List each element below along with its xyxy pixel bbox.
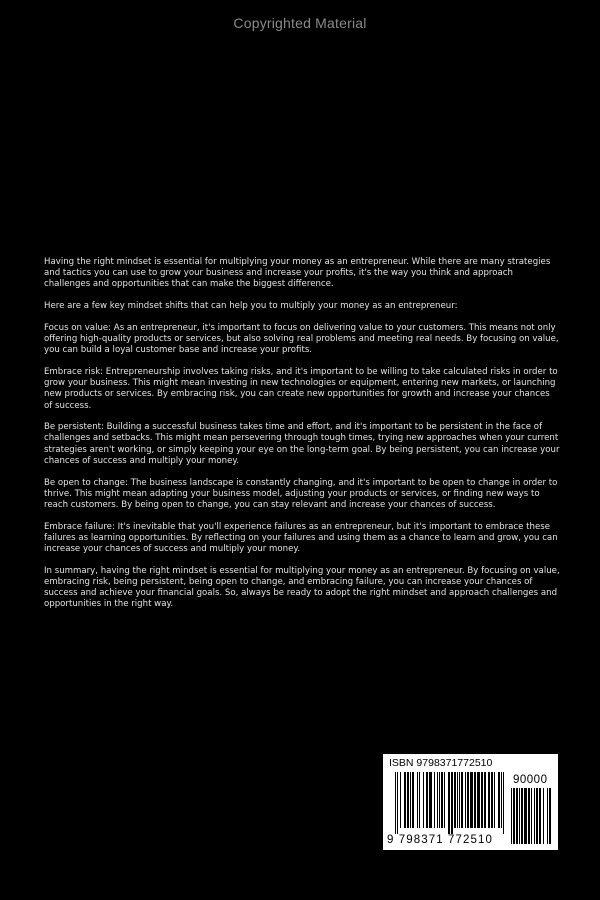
- barcode-bar: [451, 772, 453, 834]
- barcode-bar: [467, 772, 469, 828]
- barcode-bar: [400, 772, 401, 828]
- barcode-bar: [528, 788, 530, 844]
- barcode-bar: [434, 772, 435, 828]
- barcode-bar: [516, 788, 518, 844]
- barcode-bar: [484, 772, 486, 828]
- barcode-bar: [494, 772, 495, 828]
- barcode-bar: [503, 772, 504, 834]
- isbn-barcode-panel: [383, 754, 558, 850]
- barcode-bar: [549, 788, 551, 844]
- barcode-bar: [474, 772, 476, 828]
- barcode-bar: [547, 788, 548, 844]
- watermark-top: Copyrighted Material: [233, 15, 367, 31]
- barcode-bar: [426, 772, 428, 828]
- barcode-bar: [498, 772, 500, 828]
- paragraph-embrace-risk: Embrace risk: Entrepreneurship involves taking risks, and it's important to be willing to take calculated risks in order to grow your business. This might mean investing in new technologies or equipment, entering new markets, or launching new products or services. By embracing risk, you can create new opportunities for growth and increase your chances of success.: [44, 366, 558, 411]
- barcode-bar: [444, 772, 445, 828]
- barcode-bar: [457, 772, 458, 828]
- barcode-bar: [539, 788, 541, 844]
- paragraph-be-persistent: Be persistent: Building a successful business takes time and effort, and it's important to be persistent in the face of challenges and setbacks. This might mean persevering through tough times, trying new approaches when your current strategies aren't working, or simply keeping your eye on the long-term goal. By being persistent, you can increase your chances of success and multiply your money.: [44, 422, 560, 466]
- price-code-label: 90000: [513, 774, 548, 786]
- barcode-bar: [513, 788, 515, 844]
- paragraph-embrace-failure: Embrace failure: It's inevitable that you'll experience failures as an entrepreneur, but it's important to embrace these failures as learning opportunities. By reflecting on your failures and using them as a chance to learn and grow, you can increase your chances of success and multiply your money.: [44, 521, 558, 555]
- barcode-bar: [439, 772, 440, 828]
- barcode-bar: [417, 772, 418, 828]
- barcode-bar: [536, 788, 538, 844]
- price-addon-barcode: [511, 788, 554, 846]
- barcode-bar: [423, 772, 424, 828]
- paragraph-open-to-change: Be open to change: The business landscape is constantly changing, and it's important to be open to change in order to thrive. This might mean adapting your business model, adjusting your products or services, or finding new ways to reach customers. By being open to change, you can stay relevant and increase your chances of success.: [44, 477, 558, 510]
- barcode-bar: [448, 772, 450, 834]
- barcode-bar: [437, 772, 438, 828]
- barcode-bar: [454, 772, 456, 828]
- barcode-bar: [410, 772, 411, 828]
- barcode-bar: [429, 772, 432, 828]
- paragraph-intro: Having the right mindset is essential for multiplying your money as an entrepreneur. While there are many strategies and tactics you can use to grow your business and increase your profits, it's the way you think and approach challenges and opportunities that can make the biggest difference.: [44, 257, 551, 290]
- barcode-bar: [543, 788, 544, 844]
- barcode-bar: [501, 772, 502, 828]
- barcode-bar: [470, 772, 473, 828]
- barcode-bar: [465, 772, 466, 828]
- barcode-bar: [459, 772, 460, 828]
- barcode-bar: [488, 772, 490, 828]
- barcode-bar: [441, 772, 443, 828]
- paragraph-shifts-intro: Here are a few key mindset shifts that can help you to multiply your money as an entrepreneur:: [44, 301, 458, 312]
- barcode-bar: [534, 788, 535, 844]
- barcode-bar: [477, 772, 480, 828]
- barcode-bar: [395, 772, 396, 834]
- barcode-bar: [404, 772, 406, 828]
- barcode-bar: [461, 772, 463, 828]
- barcode-bar: [519, 788, 520, 844]
- barcode-bar: [419, 772, 420, 828]
- barcode-bar: [412, 772, 414, 828]
- barcode-bar: [524, 788, 527, 844]
- paragraph-summary: In summary, having the right mindset is essential for multiplying your money as an entrepreneur. By focusing on value, embracing risk, being persistent, being open to change, and embracing failure, you can increase your chances of success and achieve your financial goals. So, always be ready to adopt the right mindset and approach challenges and opportunities in the right way.: [44, 565, 560, 610]
- barcode-bar: [511, 788, 512, 844]
- ean-barcode: [395, 772, 505, 834]
- ean-digits: 9 798371 772510: [387, 834, 494, 846]
- barcode-bar: [397, 772, 398, 834]
- back-cover-text: [44, 257, 560, 621]
- barcode-bar: [521, 788, 523, 844]
- paragraph-focus-on-value: Focus on value: As an entrepreneur, it's important to focus on delivering value to your customers. This means not only offering high-quality products or services, but also solving real problems and meeting real needs. By focusing on value, you can build a loyal customer base and increase your profits.: [44, 322, 559, 356]
- barcode-bar: [407, 772, 409, 828]
- barcode-bar: [531, 788, 532, 844]
- barcode-bar: [491, 772, 493, 828]
- isbn-label: ISBN 9798371772510: [389, 757, 493, 769]
- barcode-bar: [481, 772, 483, 828]
